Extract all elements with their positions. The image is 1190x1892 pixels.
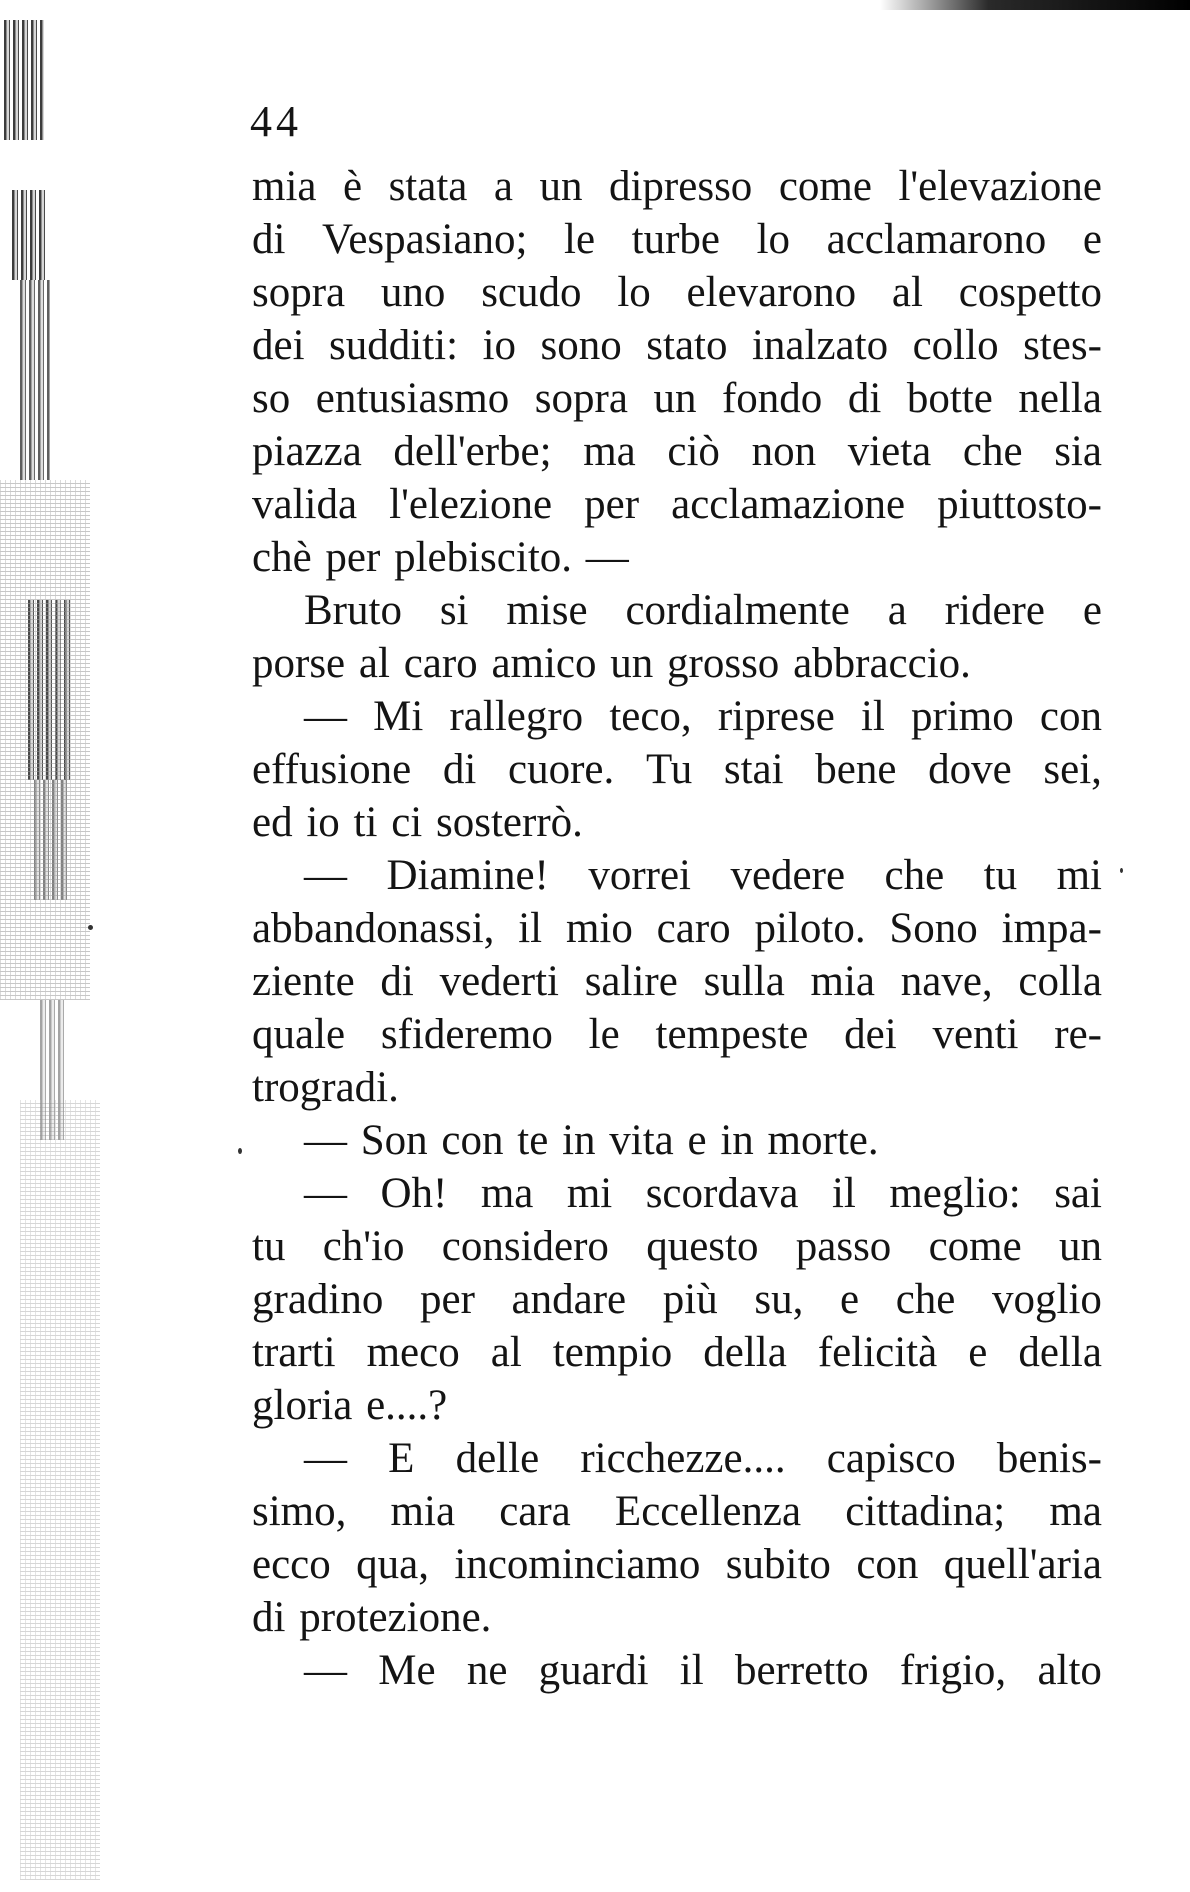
text-line: di protezione. bbox=[252, 1594, 492, 1641]
text-line: chè per plebiscito. — bbox=[252, 534, 629, 581]
text-line: ecco qua, incominciamo subito con quell'aria bbox=[252, 1541, 1102, 1588]
text-line: — Me ne guardi il berretto frigio, alto bbox=[304, 1647, 1102, 1694]
text-line: Bruto si mise cordialmente a ridere e bbox=[304, 587, 1102, 634]
text-line: simo, mia cara Eccellenza cittadina; ma bbox=[252, 1488, 1102, 1535]
text-line: effusione di cuore. Tu stai bene dove sei, bbox=[252, 746, 1102, 793]
text-line: ed io ti ci sosterrò. bbox=[252, 799, 583, 846]
text-line: trogradi. bbox=[252, 1064, 399, 1111]
ink-speck bbox=[1120, 868, 1123, 873]
text-line: mia è stata a un dipresso come l'elevazione bbox=[252, 163, 1102, 210]
page-number: 44 bbox=[250, 97, 302, 146]
text-line: — Mi rallegro teco, riprese il primo con bbox=[304, 693, 1102, 740]
scan-binding-edge bbox=[0, 0, 100, 1892]
text-line: — Oh! ma mi scordava il meglio: sai bbox=[304, 1170, 1102, 1217]
text-line: dei sudditi: io sono stato inalzato collo stes- bbox=[252, 322, 1102, 369]
text-line: — Diamine! vorrei vedere che tu mi bbox=[304, 852, 1102, 899]
text-line: tu ch'io considero questo passo come un bbox=[252, 1223, 1102, 1270]
text-line: sopra uno scudo lo elevarono al cospetto bbox=[252, 269, 1102, 316]
text-line: piazza dell'erbe; ma ciò non vieta che sia bbox=[252, 428, 1102, 475]
text-line: so entusiasmo sopra un fondo di botte nella bbox=[252, 375, 1102, 422]
ink-speck bbox=[88, 925, 93, 930]
ink-speck bbox=[238, 1148, 242, 1154]
body-text bbox=[252, 160, 1102, 1697]
text-line: quale sfideremo le tempeste dei venti re- bbox=[252, 1011, 1102, 1058]
text-line: gradino per andare più su, e che voglio bbox=[252, 1276, 1102, 1323]
text-line: trarti meco al tempio della felicità e della bbox=[252, 1329, 1102, 1376]
top-edge-shadow bbox=[880, 0, 1190, 10]
text-line: abbandonassi, il mio caro piloto. Sono impa- bbox=[252, 905, 1102, 952]
text-line: di Vespasiano; le turbe lo acclamarono e bbox=[252, 216, 1102, 263]
text-line: porse al caro amico un grosso abbraccio. bbox=[252, 640, 971, 687]
text-line: ziente di vederti salire sulla mia nave, colla bbox=[252, 958, 1102, 1005]
text-line: valida l'elezione per acclamazione piuttosto- bbox=[252, 481, 1102, 528]
text-line: — Son con te in vita e in morte. bbox=[304, 1117, 879, 1164]
text-line: gloria e....? bbox=[252, 1382, 448, 1429]
text-line: — E delle ricchezze.... capisco benis- bbox=[304, 1435, 1102, 1482]
